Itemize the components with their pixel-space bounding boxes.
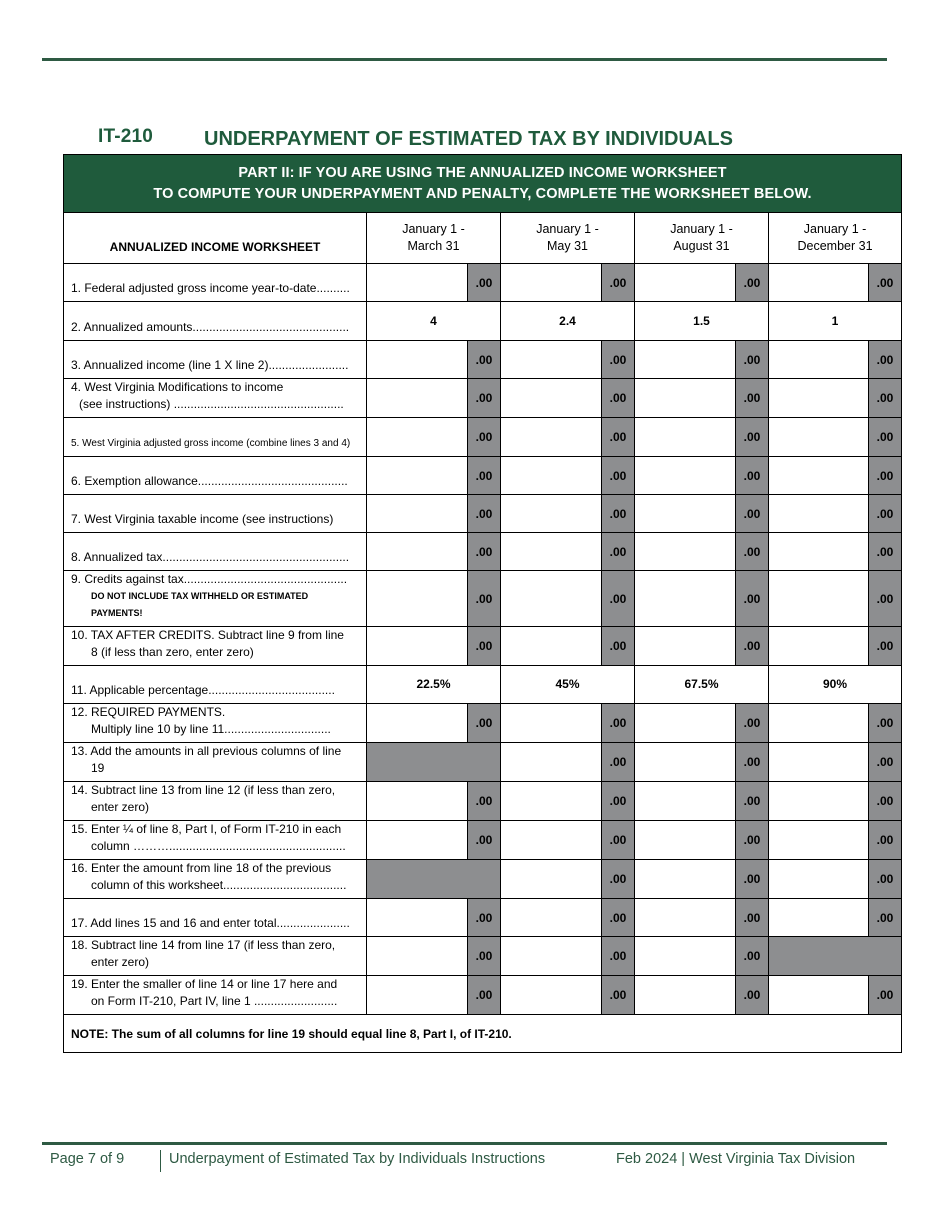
cents: .00 [869, 821, 902, 860]
cents: .00 [736, 704, 769, 743]
amount-input[interactable] [367, 418, 468, 457]
amount-input[interactable] [635, 571, 736, 627]
amount-input[interactable] [367, 704, 468, 743]
line-18-label: 18. Subtract line 14 from line 17 (if less than zero, enter zero) [64, 937, 367, 976]
cents: .00 [468, 821, 501, 860]
cents: .00 [468, 976, 501, 1015]
cents: .00 [736, 899, 769, 937]
cents: .00 [869, 627, 902, 666]
cents: .00 [468, 379, 501, 418]
cents: .00 [602, 627, 635, 666]
amount-input[interactable] [501, 627, 602, 666]
cents: .00 [602, 976, 635, 1015]
line-6-label: 6. Exemption allowance............................................. [64, 457, 367, 495]
cents: .00 [736, 418, 769, 457]
cents: .00 [869, 571, 902, 627]
cents: .00 [869, 860, 902, 899]
cents: .00 [736, 533, 769, 571]
line-13-label: 13. Add the amounts in all previous columns of line 19 [64, 743, 367, 782]
footer-doc-title: Underpayment of Estimated Tax by Individuals Instructions [169, 1151, 546, 1167]
page-number: Page 7 of 9 [50, 1151, 125, 1167]
amount-input[interactable] [367, 457, 468, 495]
cents: .00 [602, 704, 635, 743]
cents: .00 [869, 341, 902, 379]
amount-input[interactable] [501, 743, 602, 782]
cents: .00 [869, 899, 902, 937]
period-header: January 1 - March 31 [367, 213, 501, 264]
cents: .00 [736, 937, 769, 976]
amount-input[interactable] [501, 571, 602, 627]
footer-issuer: Feb 2024 | West Virginia Tax Division [616, 1151, 856, 1167]
applicable-percentage: 67.5% [635, 666, 769, 704]
amount-input[interactable] [501, 782, 602, 821]
applicable-percentage: 90% [769, 666, 902, 704]
cents: .00 [602, 937, 635, 976]
line-9-label: 9. Credits against tax................................................. DO NOT INCLUDE TAX WITHHELD OR ESTIMATED PAYMENTS! [64, 571, 367, 627]
amount-input[interactable] [501, 457, 602, 495]
amount-input[interactable] [501, 937, 602, 976]
cents: .00 [869, 418, 902, 457]
amount-input[interactable] [769, 533, 869, 571]
cents: .00 [869, 379, 902, 418]
amount-input[interactable] [635, 457, 736, 495]
amount-input[interactable] [501, 264, 602, 302]
cents: .00 [602, 533, 635, 571]
amount-input[interactable] [769, 899, 869, 937]
amount-input[interactable] [769, 821, 869, 860]
line-16-label: 16. Enter the amount from line 18 of the previous column of this worksheet..................................... [64, 860, 367, 899]
amount-input[interactable] [769, 457, 869, 495]
cents: .00 [736, 341, 769, 379]
amount-input[interactable] [501, 899, 602, 937]
worksheet-note: NOTE: The sum of all columns for line 19 should equal line 8, Part I, of IT-210. [64, 1015, 902, 1053]
amount-input[interactable] [367, 627, 468, 666]
cents: .00 [869, 457, 902, 495]
cents: .00 [869, 264, 902, 302]
cents: .00 [869, 976, 902, 1015]
annualized-factor: 1.5 [635, 302, 769, 341]
cents: .00 [468, 704, 501, 743]
cents: .00 [602, 495, 635, 533]
amount-input[interactable] [501, 976, 602, 1015]
amount-input[interactable] [769, 341, 869, 379]
line-5-label: 5. West Virginia adjusted gross income (combine lines 3 and 4) [64, 418, 367, 457]
cents: .00 [468, 264, 501, 302]
line-3-label: 3. Annualized income (line 1 X line 2)........................ [64, 341, 367, 379]
amount-input[interactable] [769, 495, 869, 533]
amount-input[interactable] [635, 976, 736, 1015]
shaded-cell [367, 743, 501, 782]
line-7-label: 7. West Virginia taxable income (see instructions) [64, 495, 367, 533]
cents: .00 [602, 571, 635, 627]
cents: .00 [736, 457, 769, 495]
annualized-factor: 1 [769, 302, 902, 341]
period-header: January 1 - May 31 [501, 213, 635, 264]
cents: .00 [736, 495, 769, 533]
amount-input[interactable] [769, 782, 869, 821]
cents: .00 [869, 782, 902, 821]
cents: .00 [736, 264, 769, 302]
cents: .00 [468, 937, 501, 976]
cents: .00 [736, 379, 769, 418]
amount-input[interactable] [769, 571, 869, 627]
amount-input[interactable] [635, 264, 736, 302]
annualized-factor: 2.4 [501, 302, 635, 341]
cents: .00 [468, 899, 501, 937]
cents: .00 [468, 341, 501, 379]
cents: .00 [602, 341, 635, 379]
amount-input[interactable] [367, 937, 468, 976]
part-ii-banner [64, 155, 902, 213]
cents: .00 [468, 418, 501, 457]
cents: .00 [869, 533, 902, 571]
amount-input[interactable] [501, 821, 602, 860]
amount-input[interactable] [367, 976, 468, 1015]
annualized-income-worksheet [63, 154, 902, 1053]
amount-input[interactable] [635, 821, 736, 860]
banner-line-2: TO COMPUTE YOUR UNDERPAYMENT AND PENALTY, COMPLETE THE WORKSHEET BELOW. [153, 185, 812, 202]
amount-input[interactable] [367, 341, 468, 379]
cents: .00 [602, 743, 635, 782]
cents: .00 [736, 782, 769, 821]
cents: .00 [468, 495, 501, 533]
line-14-label: 14. Subtract line 13 from line 12 (if less than zero, enter zero) [64, 782, 367, 821]
amount-input[interactable] [769, 264, 869, 302]
line-4-label: 4. West Virginia Modifications to income (see instructions) ................................................... [64, 379, 367, 418]
line-19-label: 19. Enter the smaller of line 14 or line 17 here and on Form IT-210, Part IV, line 1 ......................... [64, 976, 367, 1015]
cents: .00 [736, 571, 769, 627]
amount-input[interactable] [367, 533, 468, 571]
cents: .00 [736, 860, 769, 899]
amount-input[interactable] [635, 627, 736, 666]
amount-input[interactable] [367, 495, 468, 533]
amount-input[interactable] [769, 860, 869, 899]
amount-input[interactable] [367, 782, 468, 821]
cents: .00 [869, 704, 902, 743]
amount-input[interactable] [501, 860, 602, 899]
cents: .00 [602, 379, 635, 418]
applicable-percentage: 22.5% [367, 666, 501, 704]
amount-input[interactable] [635, 860, 736, 899]
cents: .00 [602, 264, 635, 302]
amount-input[interactable] [635, 937, 736, 976]
footer-rule [42, 1142, 887, 1145]
line-8-label: 8. Annualized tax........................................................ [64, 533, 367, 571]
cents: .00 [736, 743, 769, 782]
amount-input[interactable] [501, 533, 602, 571]
amount-input[interactable] [769, 379, 869, 418]
amount-input[interactable] [501, 341, 602, 379]
amount-input[interactable] [635, 379, 736, 418]
shaded-cell [769, 937, 902, 976]
amount-input[interactable] [501, 418, 602, 457]
amount-input[interactable] [635, 743, 736, 782]
amount-input[interactable] [367, 821, 468, 860]
annualized-factor: 4 [367, 302, 501, 341]
amount-input[interactable] [769, 627, 869, 666]
period-header: January 1 - December 31 [769, 213, 902, 264]
amount-input[interactable] [635, 782, 736, 821]
cents: .00 [602, 418, 635, 457]
worksheet-label-header: ANNUALIZED INCOME WORKSHEET [64, 213, 367, 264]
amount-input[interactable] [635, 341, 736, 379]
cents: .00 [736, 627, 769, 666]
footer-divider [160, 1150, 161, 1172]
amount-input[interactable] [367, 571, 468, 627]
amount-input[interactable] [501, 495, 602, 533]
cents: .00 [602, 899, 635, 937]
amount-input[interactable] [769, 743, 869, 782]
amount-input[interactable] [635, 533, 736, 571]
cents: .00 [602, 457, 635, 495]
form-id: IT-210 [98, 126, 154, 147]
line-11-label: 11. Applicable percentage...................................... [64, 666, 367, 704]
line-15-label: 15. Enter ¼ of line 8, Part I, of Form IT-210 in each column ………..................................................... [64, 821, 367, 860]
amount-input[interactable] [367, 379, 468, 418]
amount-input[interactable] [769, 704, 869, 743]
cents: .00 [602, 821, 635, 860]
period-header: January 1 - August 31 [635, 213, 769, 264]
cents: .00 [468, 457, 501, 495]
amount-input[interactable] [769, 976, 869, 1015]
line-10-label: 10. TAX AFTER CREDITS. Subtract line 9 from line 8 (if less than zero, enter zero) [64, 627, 367, 666]
cents: .00 [468, 571, 501, 627]
line-17-label: 17. Add lines 15 and 16 and enter total...................... [64, 899, 367, 937]
shaded-cell [367, 860, 501, 899]
line-1-label: 1. Federal adjusted gross income year-to-date.......... [64, 264, 367, 302]
amount-input[interactable] [635, 704, 736, 743]
cents: .00 [736, 821, 769, 860]
amount-input[interactable] [367, 899, 468, 937]
amount-input[interactable] [367, 264, 468, 302]
applicable-percentage: 45% [501, 666, 635, 704]
amount-input[interactable] [635, 418, 736, 457]
cents: .00 [869, 743, 902, 782]
cents: .00 [468, 782, 501, 821]
banner-line-1: PART II: IF YOU ARE USING THE ANNUALIZED INCOME WORKSHEET [238, 164, 727, 181]
amount-input[interactable] [635, 495, 736, 533]
page-title: UNDERPAYMENT OF ESTIMATED TAX BY INDIVIDUALS [204, 128, 733, 150]
amount-input[interactable] [769, 418, 869, 457]
cents: .00 [468, 627, 501, 666]
cents: .00 [602, 782, 635, 821]
line-12-label: 12. REQUIRED PAYMENTS. Multiply line 10 by line 11................................ [64, 704, 367, 743]
cents: .00 [736, 976, 769, 1015]
amount-input[interactable] [501, 379, 602, 418]
cents: .00 [468, 533, 501, 571]
top-rule [42, 58, 887, 61]
line-2-label: 2. Annualized amounts............................................... [64, 302, 367, 341]
amount-input[interactable] [635, 899, 736, 937]
cents: .00 [869, 495, 902, 533]
amount-input[interactable] [501, 704, 602, 743]
cents: .00 [602, 860, 635, 899]
